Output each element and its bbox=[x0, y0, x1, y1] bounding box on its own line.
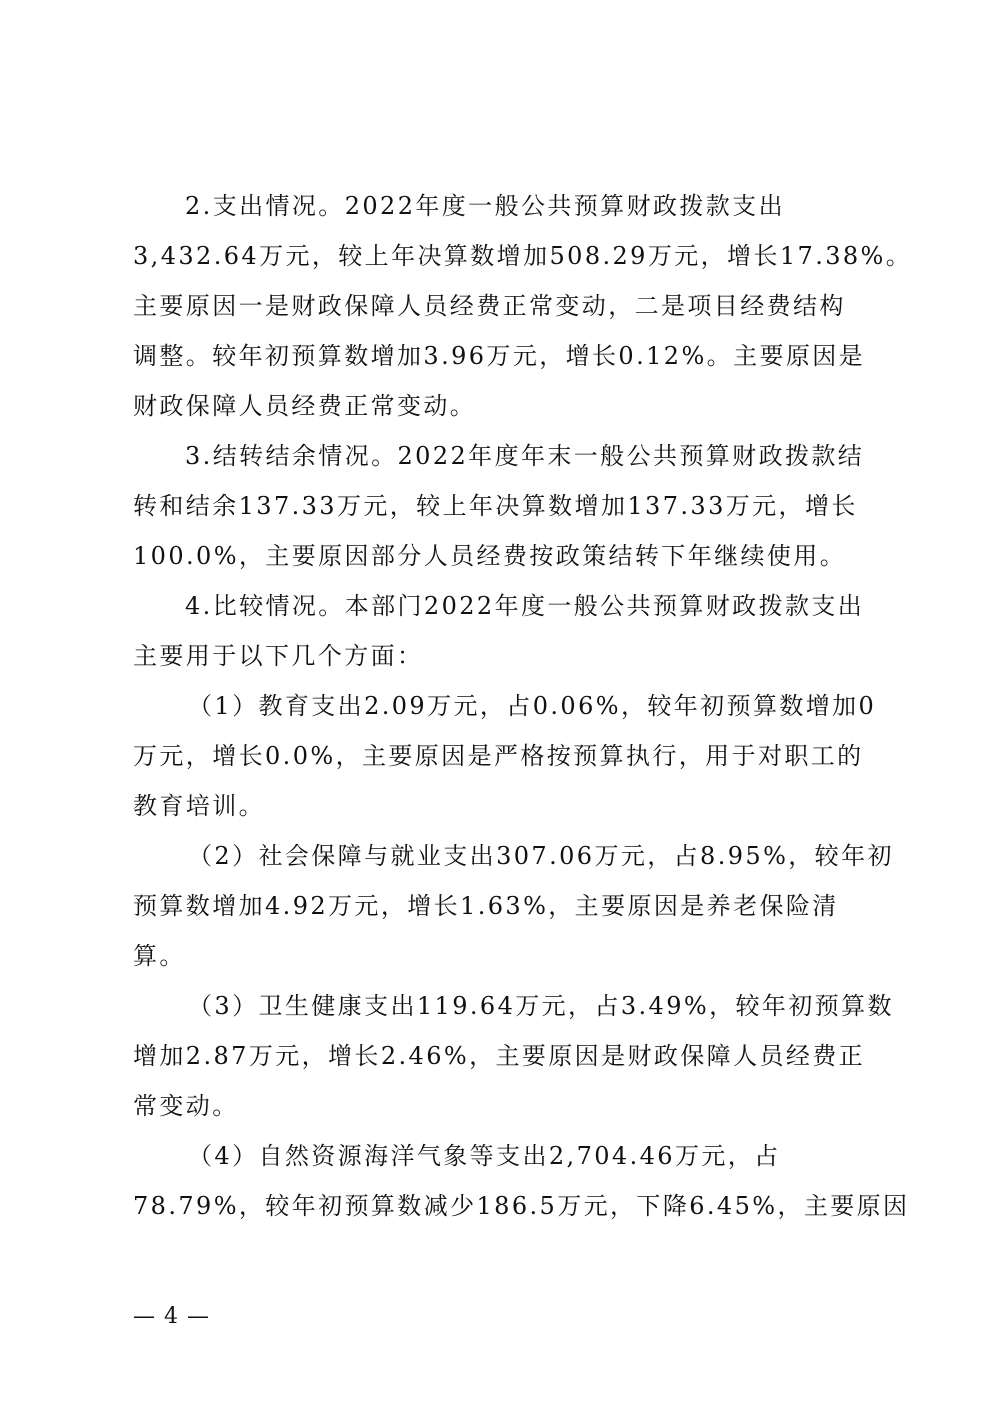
paragraph-line: 预算数增加4.92万元，增长1.63%，主要原因是养老保险清 bbox=[133, 892, 839, 920]
paragraph-line: 78.79%，较年初预算数减少186.5万元，下降6.45%，主要原因 bbox=[133, 1192, 910, 1220]
paragraph-line: 主要原因一是财政保障人员经费正常变动，二是项目经费结构 bbox=[133, 292, 846, 320]
paragraph-line: （3）卫生健康支出119.64万元，占3.49%，较年初预算数 bbox=[188, 992, 894, 1020]
paragraph-line: 万元，增长0.0%，主要原因是严格按预算执行，用于对职工的 bbox=[133, 742, 864, 770]
paragraph-line: 3,432.64万元，较上年决算数增加508.29万元，增长17.38%。 bbox=[133, 242, 913, 270]
paragraph-line: 3.结转结余情况。2022年度年末一般公共预算财政拨款结 bbox=[185, 442, 865, 470]
paragraph-line: 调整。较年初预算数增加3.96万元，增长0.12%。主要原因是 bbox=[133, 342, 866, 370]
paragraph-line: 主要用于以下几个方面： bbox=[133, 642, 424, 670]
paragraph-line: （1）教育支出2.09万元，占0.06%，较年初预算数增加0 bbox=[188, 692, 877, 720]
paragraph-line: （4）自然资源海洋气象等支出2,704.46万元，占 bbox=[188, 1142, 781, 1170]
paragraph-line: 财政保障人员经费正常变动。 bbox=[133, 392, 477, 420]
paragraph-line: 教育培训。 bbox=[133, 792, 265, 820]
paragraph-line: 增加2.87万元，增长2.46%，主要原因是财政保障人员经费正 bbox=[133, 1042, 866, 1070]
paragraph-line: 算。 bbox=[133, 942, 186, 970]
paragraph-line: 转和结余137.33万元，较上年决算数增加137.33万元，增长 bbox=[133, 492, 858, 520]
paragraph-line: 常变动。 bbox=[133, 1092, 239, 1120]
page-number: — 4 — bbox=[133, 1304, 210, 1329]
paragraph-line: 4.比较情况。本部门2022年度一般公共预算财政拨款支出 bbox=[185, 592, 865, 620]
paragraph-line: 100.0%，主要原因部分人员经费按政策结转下年继续使用。 bbox=[133, 542, 847, 570]
paragraph-line: 2.支出情况。2022年度一般公共预算财政拨款支出 bbox=[185, 192, 785, 220]
paragraph-line: （2）社会保障与就业支出307.06万元，占8.95%，较年初 bbox=[188, 842, 894, 870]
